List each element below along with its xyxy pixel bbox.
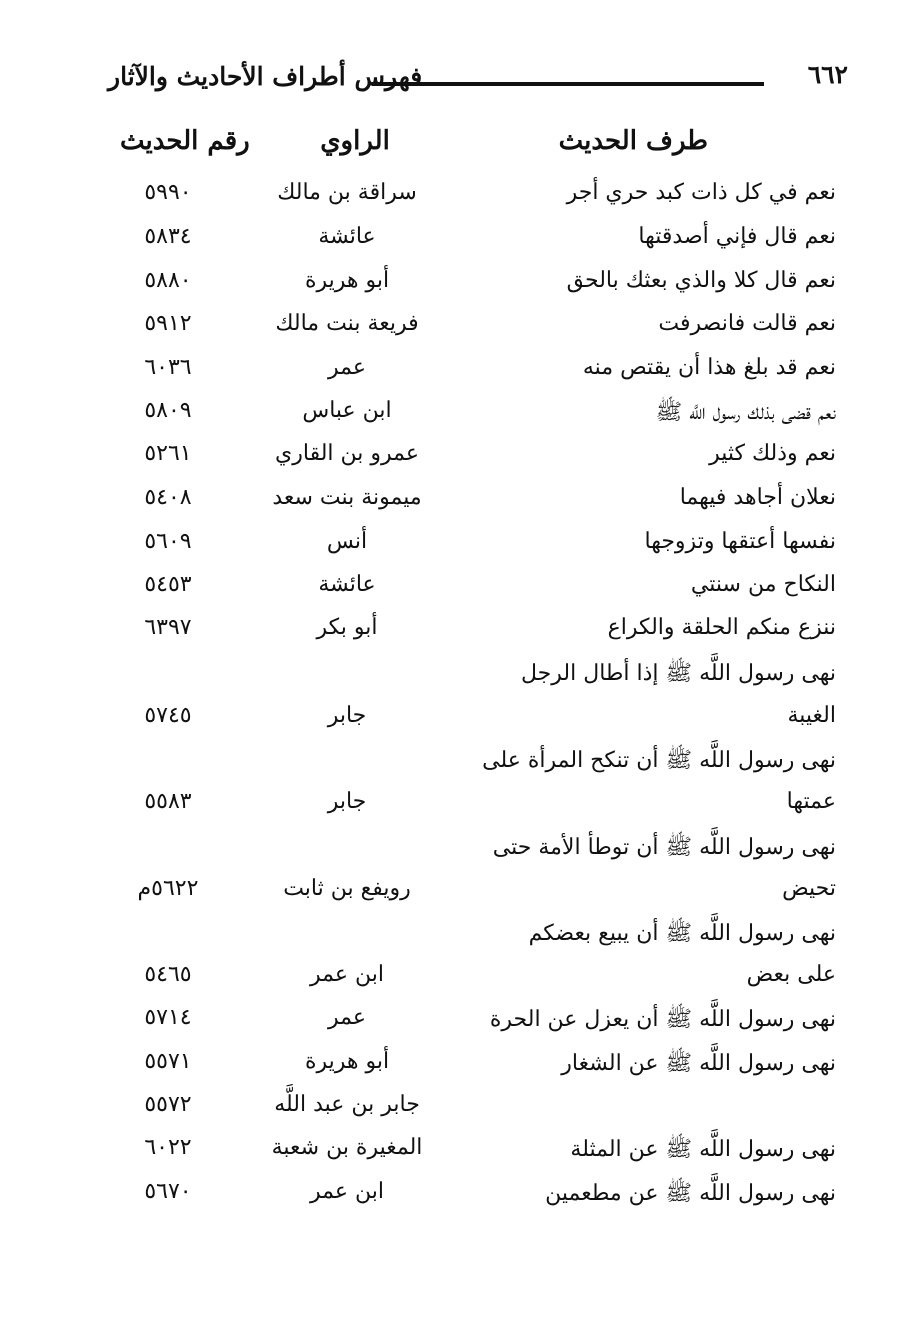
table-row (0, 1179, 922, 1219)
hadith-text: نهى رسول اللَّه ﷺ عن مطعمين (545, 1181, 836, 1206)
table-row (0, 355, 922, 395)
table-row (0, 485, 922, 525)
table-row (0, 224, 922, 264)
table-row (0, 572, 922, 612)
hadith-number: ٥٩٩٠ (144, 180, 192, 205)
hadith-text: عمتها (786, 789, 836, 814)
column-header-narrator: الراوي (320, 126, 390, 156)
hadith-text: نهى رسول اللَّه ﷺ أن تنكح المرأة على (482, 748, 836, 773)
narrator: فريعة بنت مالك (275, 311, 419, 336)
hadith-text: نعم قال كلا والذي بعثك بالحق (566, 268, 836, 293)
hadith-text: نعم وذلك كثير (709, 441, 836, 466)
hadith-number: ٥٤٦٥ (144, 962, 192, 987)
hadith-number: ٥٦٢٢م (137, 876, 199, 901)
hadith-number: ٥٨٣٤ (144, 224, 192, 249)
table-row (0, 703, 922, 743)
hadith-text: نعم في كل ذات كبد حري أجر (566, 180, 836, 205)
hadith-number: ٥٥٧١ (144, 1049, 192, 1074)
hadith-text: نعم قد بلغ هذا أن يقتص منه (582, 355, 836, 380)
page-header (108, 58, 848, 104)
hadith-text: نعم قالت فانصرفت (658, 311, 836, 336)
hadith-number: ٥٧٤٥ (144, 703, 192, 728)
column-header-hadith: طرف الحديث (558, 126, 708, 156)
narrator: أنس (326, 529, 368, 554)
narrator: عمر (328, 355, 366, 380)
hadith-number: ٥٢٦١ (144, 441, 192, 466)
hadith-number: ٥٦٧٠ (144, 1179, 192, 1204)
narrator: عائشة (318, 572, 376, 597)
narrator: المغيرة بن شعبة (271, 1135, 423, 1160)
narrator: عمر (328, 1005, 366, 1030)
hadith-text: نعلان أجاهد فيهما (679, 485, 836, 510)
narrator: أبو هريرة (304, 1049, 390, 1074)
column-header-number: رقم الحديث (120, 126, 250, 156)
narrator: عائشة (318, 224, 376, 249)
narrator: سراقة بن مالك (277, 180, 417, 205)
hadith-number: ٥٤٥٣ (144, 572, 192, 597)
hadith-text: نعم قضى بذلك رسول اللَّه ﷺ (655, 400, 836, 425)
table-row (0, 529, 922, 569)
header-rule (372, 82, 764, 86)
narrator: جابر بن عبد اللَّه (274, 1092, 420, 1117)
table-row (0, 833, 922, 873)
hadith-number: ٦٠٢٢ (144, 1135, 192, 1160)
table-row (0, 1135, 922, 1175)
table-row (0, 876, 922, 916)
hadith-text: الغيبة (787, 703, 836, 728)
table-row (0, 962, 922, 1002)
narrator: ابن عمر (310, 962, 384, 987)
narrator: ابن عباس (302, 398, 392, 423)
hadith-text: نهى رسول اللَّه ﷺ أن يبيع بعضكم (528, 921, 836, 946)
narrator: ميمونة بنت سعد (272, 485, 422, 510)
narrator: جابر (327, 703, 367, 728)
hadith-number: ٥٥٨٣ (144, 789, 192, 814)
hadith-number: ٥٩١٢ (144, 311, 192, 336)
hadith-text: نهى رسول اللَّه ﷺ أن يعزل عن الحرة (489, 1007, 836, 1032)
narrator: ابن عمر (310, 1179, 384, 1204)
hadith-text: نفسها أعتقها وتزوجها (644, 529, 836, 554)
hadith-number: ٥٨٨٠ (144, 268, 192, 293)
hadith-text: نهى رسول اللَّه ﷺ إذا أطال الرجل (521, 661, 836, 686)
hadith-text: ننزع منكم الحلقة والكراع (607, 615, 836, 640)
hadith-text: على بعض (746, 962, 836, 987)
hadith-text: نهى رسول اللَّه ﷺ أن توطأ الأمة حتى (492, 835, 836, 860)
table-row (0, 398, 922, 438)
table-row (0, 919, 922, 959)
hadith-number: ٥٨٠٩ (144, 398, 192, 423)
table-row (0, 1005, 922, 1045)
hadith-text: النكاح من سنتي (690, 572, 836, 597)
table-row (0, 180, 922, 220)
hadith-number: ٦٣٩٧ (144, 615, 192, 640)
table-row (0, 789, 922, 829)
table-row (0, 441, 922, 481)
table-row (0, 1092, 922, 1132)
hadith-number: ٥٥٧٢ (144, 1092, 192, 1117)
hadith-text: تحيض (782, 876, 836, 901)
table-row (0, 659, 922, 699)
narrator: أبو بكر (316, 615, 378, 640)
hadith-text: نهى رسول اللَّه ﷺ عن المثلة (570, 1137, 836, 1162)
running-title: فهرس أطراف الأحاديث والآثار (108, 62, 423, 91)
page-number: ٦٦٢ (807, 60, 848, 89)
table-row (0, 746, 922, 786)
table-row (0, 268, 922, 308)
narrator: رويفع بن ثابت (283, 876, 411, 901)
table-row (0, 615, 922, 655)
hadith-number: ٥٤٠٨ (144, 485, 192, 510)
table-row (0, 311, 922, 351)
table-row (0, 1049, 922, 1089)
narrator: أبو هريرة (304, 268, 390, 293)
hadith-number: ٥٧١٤ (144, 1005, 192, 1030)
hadith-text: نهى رسول اللَّه ﷺ عن الشغار (561, 1051, 836, 1076)
hadith-number: ٥٦٠٩ (144, 529, 192, 554)
hadith-number: ٦٠٣٦ (144, 355, 192, 380)
hadith-text: نعم قال فإني أصدقتها (638, 224, 836, 249)
narrator: جابر (327, 789, 367, 814)
narrator: عمرو بن القاري (275, 441, 419, 466)
